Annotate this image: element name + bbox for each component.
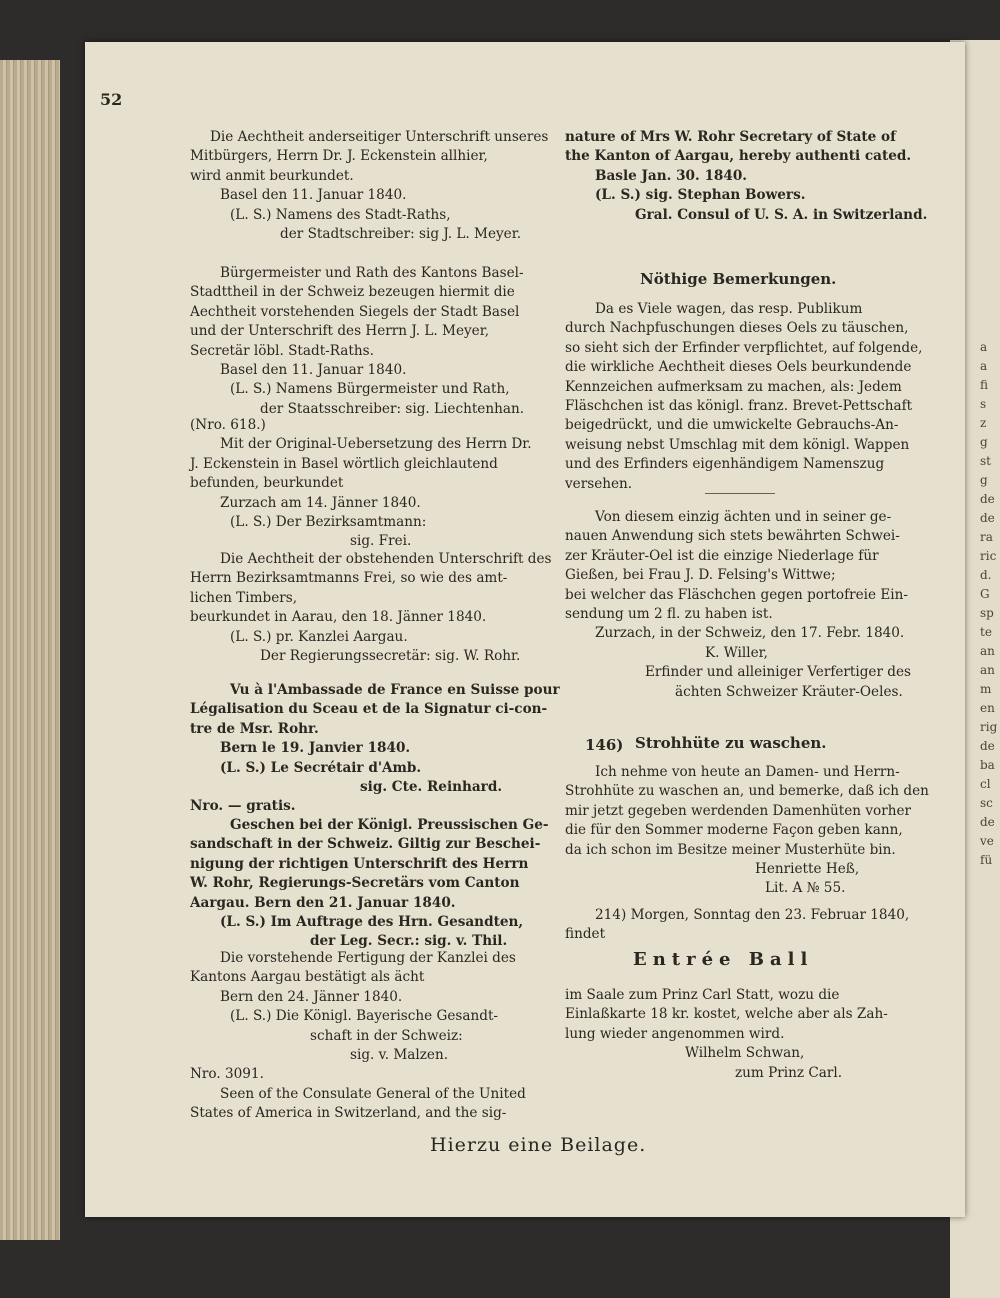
right.b1-line: nature of Mrs W. Rohr Secretary of State of [565,129,896,145]
left.b3-line: sig. Frei. [350,533,412,550]
right.b2-line: und des Erfinders eigenhändigem Namenszug [565,456,885,473]
right.b2-line: Kennzeichen aufmerksam zu machen, als: Jedem [565,378,902,395]
edge-fragment: de [980,492,995,506]
left.b4-line: lichen Timbers, [190,589,298,606]
left.b7-line: sig. v. Malzen. [350,1047,449,1063]
page-stack-edge [0,60,60,1240]
left.b1-line: Mitbürgers, Herrn Dr. J. Eckenstein allhier, [190,148,488,165]
right.b4-line: Lit. A № 55. [765,880,846,897]
edge-fragment: m [980,682,992,696]
page-number: 52 [100,90,123,109]
right.b3-line: nauen Anwendung sich stets bewährten Schwei- [565,528,900,545]
right.b4-line: Strohhüte zu waschen an, und bemerke, daß ich den [565,783,929,800]
edge-fragment: de [980,511,995,525]
left.b5-line: Légalisation du Sceau et de la Signatur ci-con- [190,701,548,718]
edge-fragment: ric [980,549,997,563]
right.b2-line: versehen. [565,475,633,492]
left.b4-line: (L. S.) pr. Kanzlei Aargau. [230,628,408,645]
edge-fragment: a [980,340,988,354]
right.b6-line: im Saale zum Prinz Carl Statt, wozu die [565,987,840,1003]
edge-fragment: sc [980,796,993,810]
right.b4-line: mir jetzt gegeben werdenden Damenhüten vorher [565,802,911,819]
edge-fragment: a [980,359,988,373]
edge-fragment: g [980,473,988,487]
left.b6-line: der Leg. Secr.: sig. v. Thil. [310,933,508,950]
num146-title: 146) [585,736,624,754]
left.b7-line: Bern den 24. Jänner 1840. [220,988,403,1005]
edge-fragment: ra [980,530,993,544]
right.b2-line: Da es Viele wagen, das resp. Publikum [595,301,863,317]
right.b1-line: (L. S.) sig. Stephan Bowers. [595,187,806,204]
right.b6-line: Einlaßkarte 18 kr. kostet, welche aber als Zah- [565,1006,888,1023]
right.b5-line: findet [565,926,606,943]
left.b3-line: Mit der Original-Uebersetzung des Herrn Dr. [220,436,532,453]
right.b4-line: Henriette Heß, [755,861,860,877]
right.b3-line: sendung um 2 fl. zu haben ist. [565,606,773,622]
left.b2-line: Basel den 11. Januar 1840. [220,362,407,378]
left.b1-line: (L. S.) Namens des Stadt-Raths, [230,206,451,223]
left.b4-line: Die Aechtheit der obstehenden Unterschrift des [220,551,552,567]
left.b2-line: und der Unterschrift des Herrn J. L. Meyer, [190,323,490,340]
left.b3-line: Zurzach am 14. Jänner 1840. [220,494,421,511]
edge-fragment: s [980,397,987,411]
right.b4-line: da ich schon im Besitze meiner Musterhüte bin. [565,841,896,858]
right.b6-line: lung wieder angenommen wird. [565,1025,785,1042]
left.b3-line: (Nro. 618.) [190,417,266,433]
edge-fragment: rig [980,720,998,734]
left.b5-line: tre de Msr. Rohr. [190,720,319,737]
left.b5-line: sig. Cte. Reinhard. [360,779,503,795]
right.b6-line: zum Prinz Carl. [735,1064,843,1081]
edge-fragment: st [980,454,991,468]
left.b7-line: schaft in der Schweiz: [310,1027,463,1044]
left.b4-line: Herrn Bezirksamtmanns Frei, so wie des amt- [190,570,508,587]
right.b2-line: Fläschchen ist das königl. franz. Brevet-Pettschaft [565,398,913,414]
left.b5-line: (L. S.) Le Secrétair d'Amb. [220,759,422,776]
left.b6-line: W. Rohr, Regierungs-Secretärs vom Canton [190,875,520,892]
edge-fragment: an [980,663,995,677]
left.b5-line: Bern le 19. Janvier 1840. [220,740,411,757]
right.b1-line: the Kanton of Aargau, hereby authenti cated. [565,148,912,165]
left.b4-line: beurkundet in Aarau, den 18. Jänner 1840. [190,609,487,626]
right.b3-line: Erfinder und alleiniger Verfertiger des [645,664,911,681]
left.b2-line: (L. S.) Namens Bürgermeister und Rath, [230,381,510,398]
edge-fragment: g [980,435,988,449]
left.b1-line: Die Aechtheit anderseitiger Unterschrift unseres [210,129,549,145]
left.b6-line: Geschen bei der Königl. Preussischen Ge- [230,817,549,833]
left.b7-line: States of America in Switzerland, and the sig- [190,1105,507,1122]
edge-fragment: fü [980,853,993,867]
right.b4-line: die für den Sommer moderne Façon geben kann, [565,822,903,839]
right.b2-line: weisung nebst Umschlag mit dem königl. Wappen [565,436,910,453]
right.b2-line: so sieht sich der Erfinder verpflichtet, auf folgende, [565,339,923,356]
edge-fragment: an [980,644,995,658]
edge-fragment: z [980,416,987,430]
left.b6-line: nigung der richtigen Unterschrift des Herrn [190,855,529,872]
right.b3-line: ächten Schweizer Kräuter-Oeles. [675,683,903,700]
right.b3-line: bei welcher das Fläschchen gegen portofreie Ein- [565,586,909,603]
left.b5-line: Vu à l'Ambassade de France en Suisse pour [230,682,560,698]
edge-fragment: te [980,625,992,639]
right.b2-line: durch Nachpfuschungen dieses Oels zu täuschen, [565,320,909,337]
left.b7-line: Kantons Aargau bestätigt als ächt [190,969,425,986]
edge-fragment: ba [980,758,995,772]
left.b2-line: Secretär löbl. Stadt-Raths. [190,342,374,359]
left.b2-line: Bürgermeister und Rath des Kantons Basel- [220,265,524,281]
left.b6-line: sandschaft in der Schweiz. Giltig zur Beschei- [190,836,541,853]
edge-fragment: de [980,815,995,829]
heading3-title: Entrée Ball [633,949,814,970]
edge-fragment: G [980,587,990,601]
right.b6-line: Wilhelm Schwan, [685,1045,805,1062]
left.b6-line: (L. S.) Im Auftrage des Hrn. Gesandten, [220,914,524,930]
left.b3-line: J. Eckenstein in Basel wörtlich gleichlautend [190,455,498,472]
left.b7-line: (L. S.) Die Königl. Bayerische Gesandt- [230,1008,498,1025]
right.b3-line: zer Kräuter-Oel ist die einzige Niederlage für [565,547,879,564]
section-divider [705,493,775,494]
left.b2-line: Stadttheil in der Schweiz bezeugen hiermit die [190,284,515,301]
left.b3-line: (L. S.) Der Bezirksamtmann: [230,514,427,530]
right.b3-line: Gießen, bei Frau J. D. Felsing's Wittwe; [565,567,836,584]
left.b6-line: Aargau. Bern den 21. Januar 1840. [190,894,456,911]
edge-fragment: cl [980,777,991,791]
edge-fragment: ve [980,834,994,848]
left.b3-line: befunden, beurkundet [190,475,344,492]
right.b3-line: Zurzach, in der Schweiz, den 17. Febr. 1840. [595,625,905,642]
heading1-title: Nöthige Bemerkungen. [640,270,837,288]
left.b1-line: wird anmit beurkundet. [190,167,354,184]
edge-fragment: sp [980,606,994,620]
left.b1-line: der Stadtschreiber: sig J. L. Meyer. [280,226,522,242]
right.b3-line: K. Willer, [705,644,768,661]
left.b1-line: Basel den 11. Januar 1840. [220,187,407,204]
edge-fragment: fi [980,378,989,392]
left.b5-line: Nro. — gratis. [190,798,296,815]
heading2-title: Strohhüte zu waschen. [635,734,827,752]
left.b2-line: Aechtheit vorstehenden Siegels der Stadt Basel [190,303,520,320]
edge-fragment: d. [980,568,992,582]
right.b3-line: Von diesem einzig ächten und in seiner ge- [595,509,892,525]
right.b2-line: beigedrückt, und die umwickelte Gebrauchs-An- [565,417,899,434]
right.b1-line: Gral. Consul of U. S. A. in Switzerland. [635,206,928,223]
right.b4-line: Ich nehme von heute an Damen- und Herrn- [595,764,900,780]
left.b7-line: Die vorstehende Fertigung der Kanzlei des [220,950,516,966]
footer-note: Hierzu eine Beilage. [430,1134,647,1156]
right.b5-line: 214) Morgen, Sonntag den 23. Februar 1840, [595,907,910,923]
right.b2-line: die wirkliche Aechtheit dieses Oels beurkundende [565,359,912,376]
left.b2-line: der Staatsschreiber: sig. Liechtenhan. [260,400,525,417]
edge-fragment: en [980,701,995,715]
edge-fragment: de [980,739,995,753]
left.b7-line: Seen of the Consulate General of the United [220,1085,526,1102]
right.b1-line: Basle Jan. 30. 1840. [595,167,748,184]
left.b4-line: Der Regierungssecretär: sig. W. Rohr. [260,648,521,664]
left.b7-line: Nro. 3091. [190,1066,264,1083]
